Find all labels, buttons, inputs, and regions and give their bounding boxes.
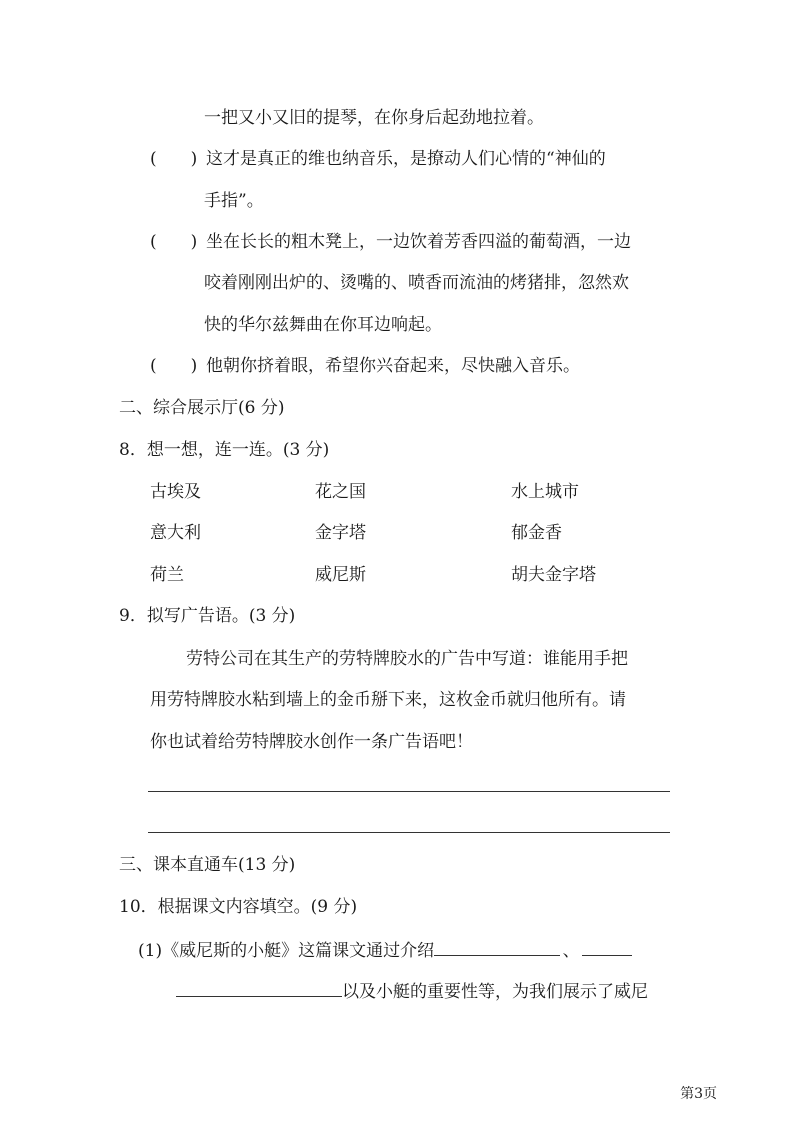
answer-line[interactable] (148, 791, 670, 792)
answer-paren[interactable]: ( ) (150, 149, 198, 169)
answer-item-2-cont: 快的华尔兹舞曲在你耳边响起。 (204, 315, 442, 335)
fill-blank-text: 以及小艇的重要性等，为我们展示了威尼 (342, 982, 648, 1002)
page-number: 第3页 (680, 1086, 717, 1102)
question-title: 10．根据课文内容填空。(9 分) (119, 897, 358, 917)
answer-item-1-text: 这才是真正的维也纳音乐，是撩动人们心情的“神仙的 (206, 149, 606, 169)
question-body: 劳特公司在其生产的劳特牌胶水的广告中写道：谁能用手把 (186, 649, 628, 669)
fill-blank-line-cont (176, 978, 648, 1004)
match-item[interactable]: 意大利 (150, 523, 201, 543)
match-item[interactable]: 古埃及 (150, 482, 201, 502)
fill-blank-text: (1)《威尼斯的小艇》这篇课文通过介绍 (138, 941, 435, 961)
match-item[interactable]: 花之国 (315, 482, 366, 502)
section-heading: 二、综合展示厅(6 分) (119, 398, 285, 418)
blank-field[interactable] (582, 937, 632, 956)
match-item[interactable]: 荷兰 (150, 565, 184, 585)
answer-item-3-text: 他朝你挤着眼，希望你兴奋起来，尽快融入音乐。 (206, 356, 580, 376)
answer-item-2-cont: 咬着刚刚出炉的、烫嘴的、喷香而流油的烤猪排，忽然欢 (204, 273, 629, 293)
answer-item-1-cont: 手指”。 (204, 191, 264, 211)
question-title: 8．想一想，连一连。(3 分) (119, 440, 330, 460)
match-item[interactable]: 胡夫金字塔 (511, 565, 596, 585)
answer-paren[interactable]: ( ) (150, 232, 198, 252)
match-item[interactable]: 郁金香 (511, 523, 562, 543)
blank-field[interactable] (434, 937, 560, 956)
answer-item-2-text: 坐在长长的粗木凳上，一边饮着芳香四溢的葡萄酒，一边 (206, 232, 631, 252)
match-item[interactable]: 水上城市 (511, 482, 579, 502)
match-item[interactable]: 金字塔 (315, 523, 366, 543)
answer-item-3 (150, 354, 580, 378)
section-heading: 三、课本直通车(13 分) (119, 855, 296, 875)
question-body: 你也试着给劳特牌胶水创作一条广告语吧！ (150, 732, 473, 752)
match-item[interactable]: 威尼斯 (315, 565, 366, 585)
answer-paren[interactable]: ( ) (150, 356, 198, 376)
answer-item-2 (150, 230, 631, 254)
continuation-line: 一把又小又旧的提琴，在你身后起劲地拉着。 (204, 108, 544, 128)
question-title: 9．拟写广告语。(3 分) (119, 606, 296, 626)
answer-line[interactable] (148, 832, 670, 833)
blank-field[interactable] (176, 978, 342, 997)
fill-blank-line: (1)《威尼斯的小艇》这篇课文通过介绍 、 (138, 937, 632, 963)
answer-item-1 (150, 147, 606, 171)
question-body: 用劳特牌胶水粘到墙上的金币掰下来，这枚金币就归他所有。请 (150, 690, 626, 710)
